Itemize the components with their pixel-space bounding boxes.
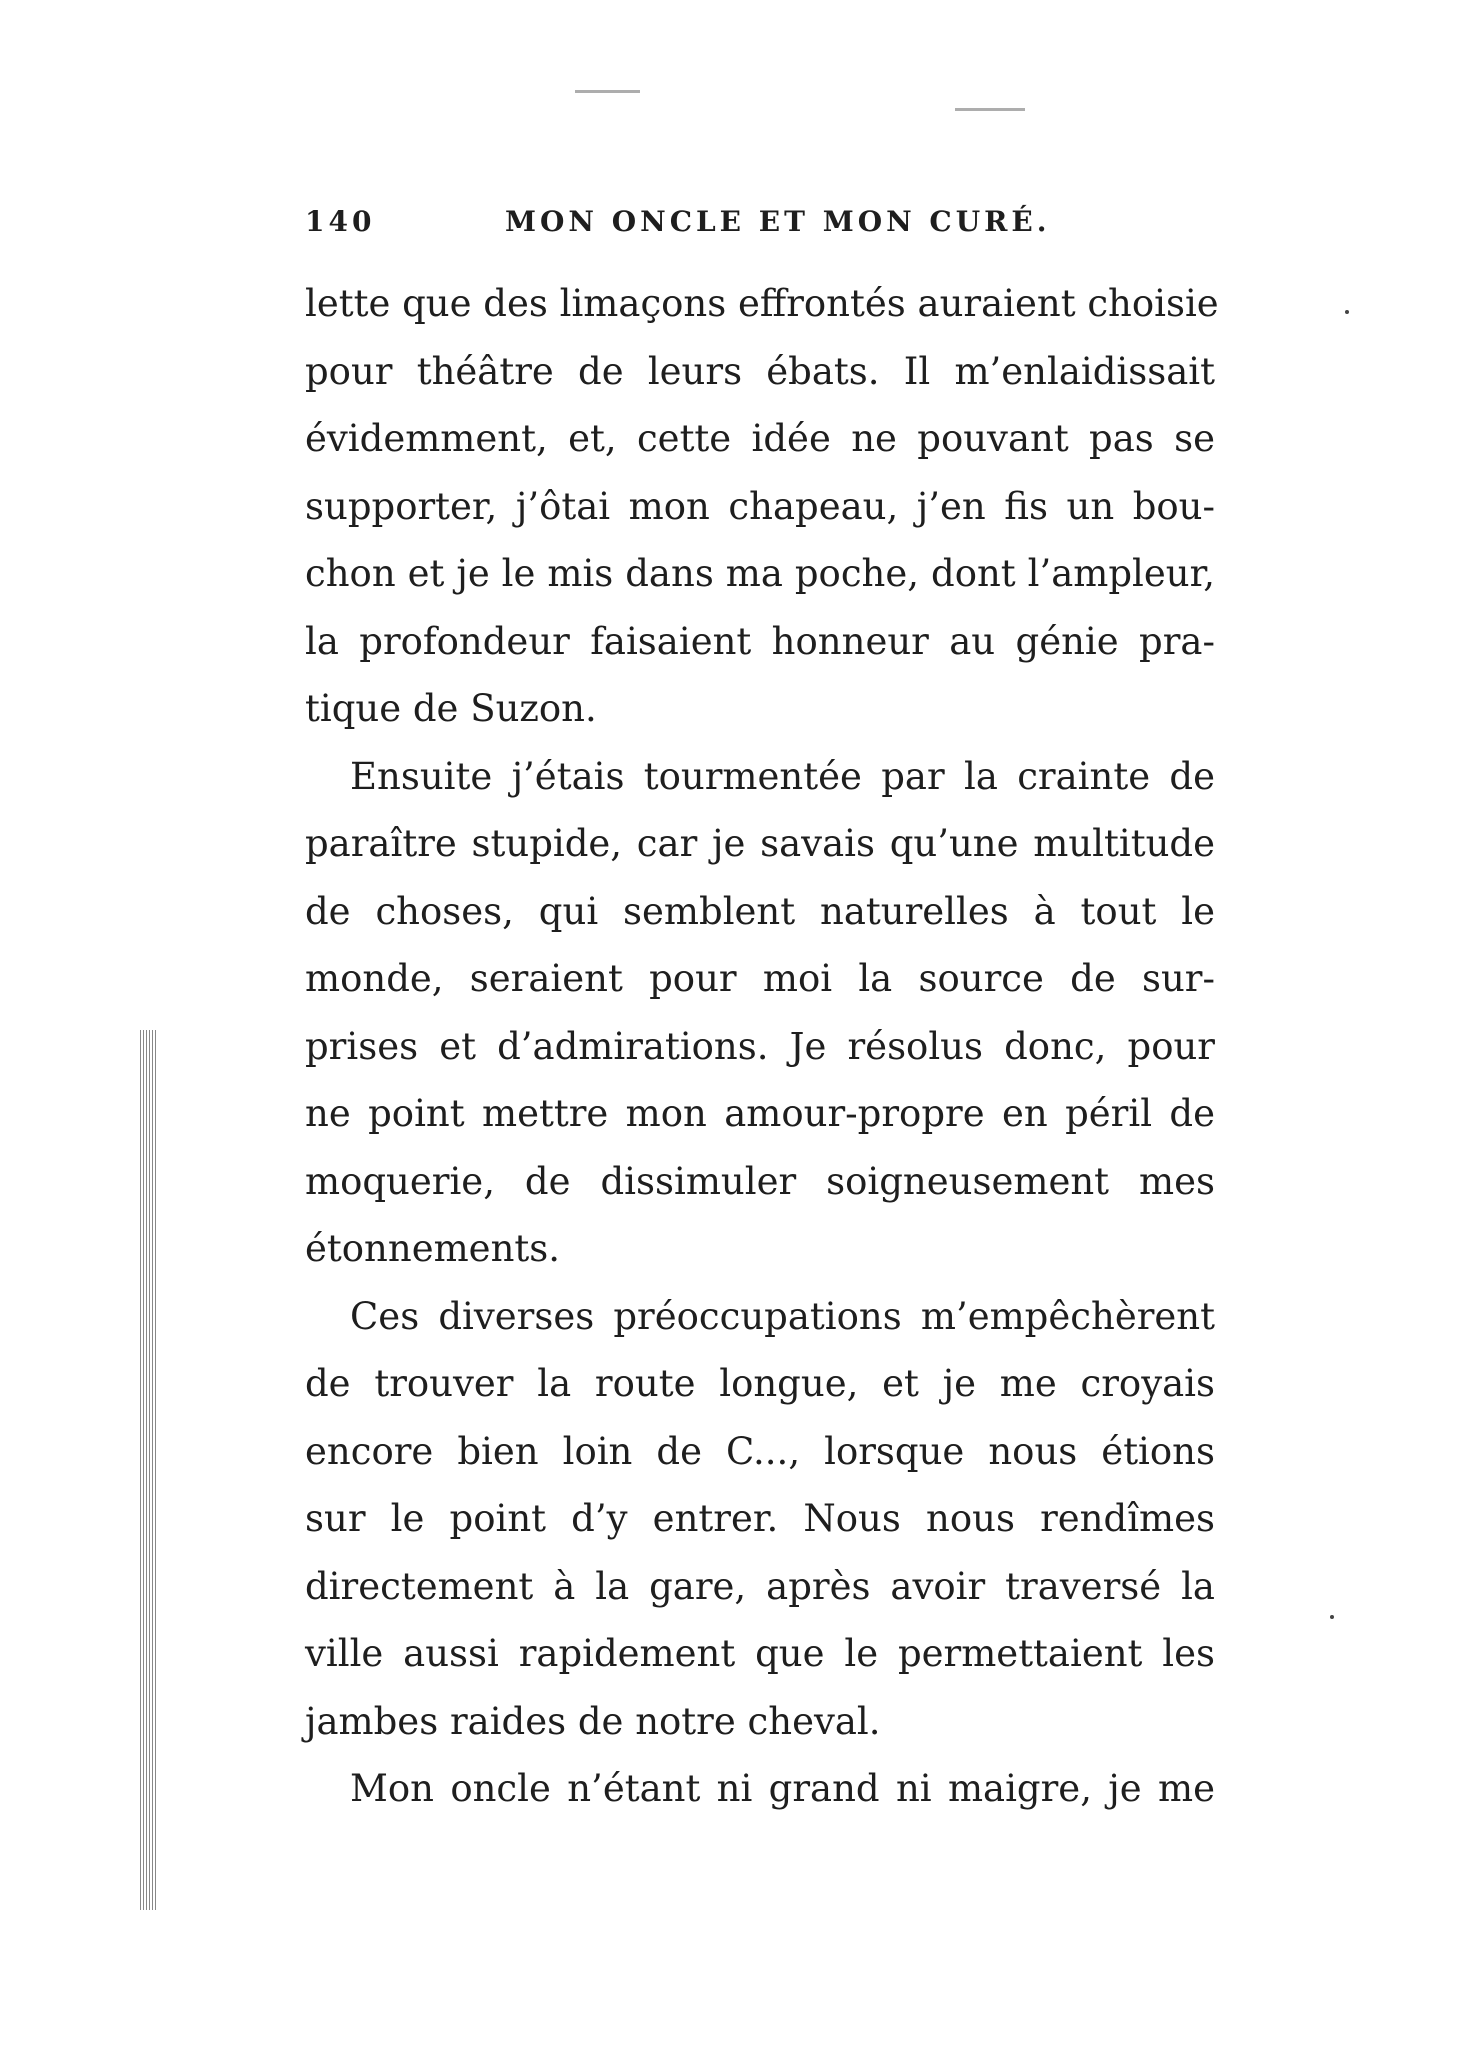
text-line: la profondeur faisaient honneur au génie pra- bbox=[305, 619, 1215, 663]
scan-mark-left bbox=[575, 90, 640, 93]
text-line: supporter, j’ôtai mon chapeau, j’en fis un bou- bbox=[305, 484, 1215, 528]
text-line: sur le point d’y entrer. Nous nous rendîmes bbox=[305, 1497, 1215, 1540]
text-line: directement à la gare, après avoir traversé la bbox=[305, 1564, 1215, 1608]
body-text bbox=[305, 270, 1219, 1823]
text-line: lette que des limaçons effrontés auraient choisie bbox=[305, 282, 1219, 325]
text-line: tique de Suzon. bbox=[305, 687, 597, 730]
text-line: prises et d’admirations. Je résolus donc, pour bbox=[305, 1024, 1215, 1068]
binding-gutter-shadow bbox=[140, 1030, 158, 1910]
paragraph-first-line: Ces diverses préoccupations m’empêchèrent bbox=[350, 1294, 1215, 1338]
text-line: ville aussi rapidement que le permettaient les bbox=[305, 1632, 1215, 1675]
text-line: pour théâtre de leurs ébats. Il m’enlaidissait bbox=[305, 349, 1215, 393]
text-line: paraître stupide, car je savais qu’une multitude bbox=[305, 822, 1215, 865]
text-line: chon et je le mis dans ma poche, dont l’ampleur, bbox=[305, 552, 1215, 595]
page-number: 140 bbox=[305, 205, 376, 238]
paragraph-first-line: Ensuite j’étais tourmentée par la crainte de bbox=[350, 754, 1215, 798]
text-line: moquerie, de dissimuler soigneusement mes bbox=[305, 1159, 1215, 1203]
text-line: de choses, qui semblent naturelles à tout le bbox=[305, 889, 1215, 933]
paragraph-first-line: Mon oncle n’étant ni grand ni maigre, je me bbox=[350, 1767, 1215, 1810]
ink-speck bbox=[1345, 310, 1349, 314]
text-line: de trouver la route longue, et je me croyais bbox=[305, 1362, 1215, 1405]
running-title: MON ONCLE ET MON CURÉ. bbox=[505, 205, 1051, 238]
text-line: monde, seraient pour moi la source de sur- bbox=[305, 957, 1215, 1000]
text-line: ne point mettre mon amour-propre en péril de bbox=[305, 1092, 1215, 1135]
text-line: encore bien loin de C..., lorsque nous étions bbox=[305, 1429, 1215, 1473]
text-line: évidemment, et, cette idée ne pouvant pas se bbox=[305, 417, 1215, 460]
text-line: étonnements. bbox=[305, 1227, 561, 1270]
running-header bbox=[305, 205, 1225, 245]
text-line: jambes raides de notre cheval. bbox=[305, 1699, 881, 1743]
scan-mark-right bbox=[955, 108, 1025, 111]
ink-speck bbox=[1330, 1615, 1334, 1619]
